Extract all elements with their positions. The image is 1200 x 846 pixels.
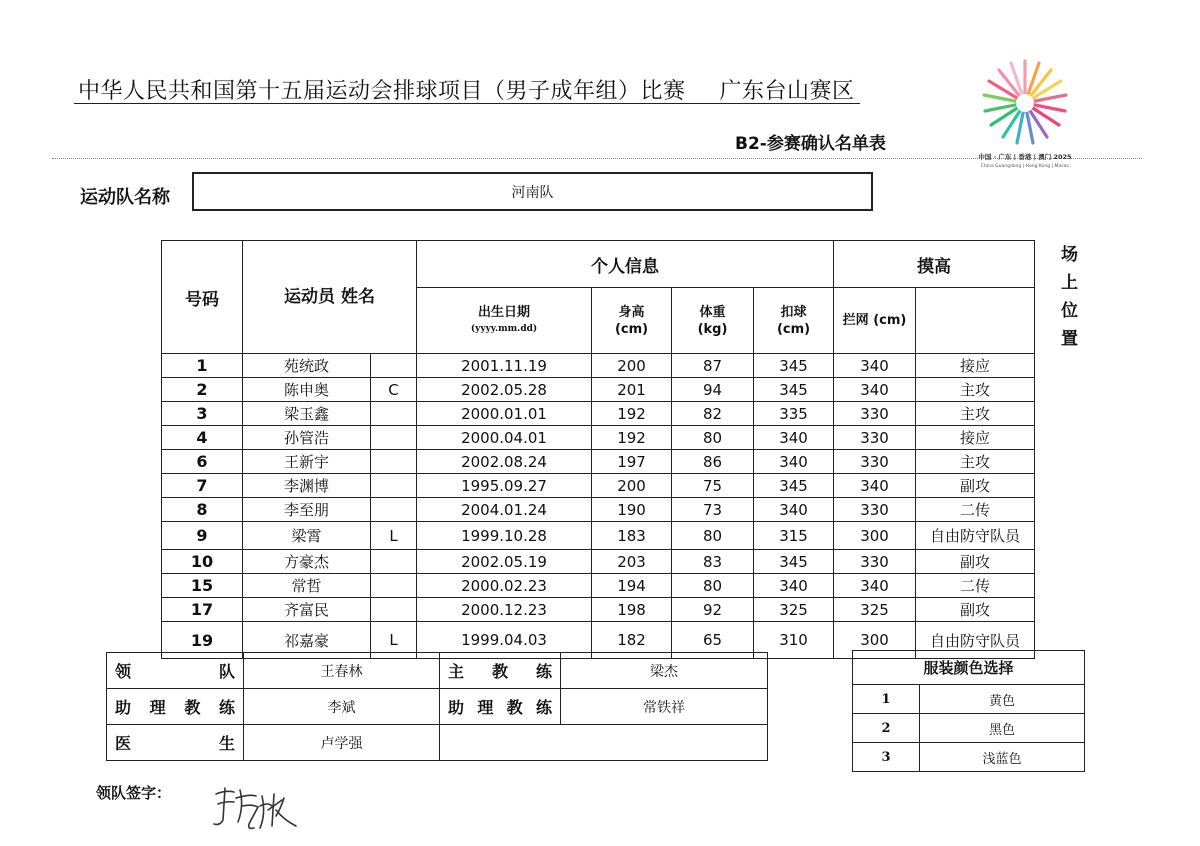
- player-name: 王新宇: [243, 450, 371, 474]
- player-birth-date: 2000.01.01: [417, 402, 592, 426]
- player-spike-reach: 340: [754, 450, 834, 474]
- player-mark: [371, 474, 417, 498]
- roster-row: [162, 574, 1035, 598]
- header-spike: 扣球 (cm): [754, 288, 834, 354]
- player-height: 200: [592, 354, 672, 378]
- player-mark: [371, 598, 417, 622]
- assistant-coach-value: 李斌: [244, 689, 440, 725]
- player-mark: [371, 402, 417, 426]
- player-mark: [371, 550, 417, 574]
- player-name: 李渊博: [243, 474, 371, 498]
- head-coach-label: 主教练: [440, 653, 561, 689]
- uniform-color-row: [853, 685, 1085, 714]
- team-name-label: 运动队名称: [80, 187, 170, 208]
- player-height: 194: [592, 574, 672, 598]
- page-title: [78, 74, 855, 105]
- player-number: 6: [162, 450, 243, 474]
- header-personal-info: 个人信息: [417, 241, 834, 288]
- player-block-reach: 330: [834, 402, 916, 426]
- player-height: 201: [592, 378, 672, 402]
- player-mark: L: [371, 622, 417, 659]
- head-coach-value: 梁杰: [561, 653, 768, 689]
- player-spike-reach: 345: [754, 378, 834, 402]
- player-birth-date: 1999.04.03: [417, 622, 592, 659]
- player-name: 方豪杰: [243, 550, 371, 574]
- player-number: 19: [162, 622, 243, 659]
- player-position: 副攻: [916, 474, 1035, 498]
- player-position: 接应: [916, 354, 1035, 378]
- uniform-color-row: [853, 743, 1085, 772]
- player-birth-date: 2000.12.23: [417, 598, 592, 622]
- roster-row: [162, 426, 1035, 450]
- player-mark: [371, 498, 417, 522]
- player-height: 190: [592, 498, 672, 522]
- player-birth-date: 2002.08.24: [417, 450, 592, 474]
- player-block-reach: 340: [834, 574, 916, 598]
- player-block-reach: 325: [834, 598, 916, 622]
- header-athlete-name: 运动员 姓名: [243, 241, 417, 354]
- player-number: 4: [162, 426, 243, 450]
- player-mark: [371, 354, 417, 378]
- player-height: 197: [592, 450, 672, 474]
- player-mark: C: [371, 378, 417, 402]
- player-spike-reach: 325: [754, 598, 834, 622]
- player-block-reach: 330: [834, 450, 916, 474]
- team-name-field: [192, 172, 873, 211]
- player-height: 182: [592, 622, 672, 659]
- player-spike-reach: 345: [754, 354, 834, 378]
- header-number: 号码: [162, 241, 243, 354]
- assistant-coach-label: 助理教练: [107, 689, 244, 725]
- player-height: 183: [592, 522, 672, 550]
- roster-header-row-1: 号码 运动员 姓名 个人信息 摸高 场上位置: [162, 241, 1035, 288]
- player-name: 梁玉鑫: [243, 402, 371, 426]
- player-position: 自由防守队员: [916, 622, 1035, 659]
- player-weight: 80: [672, 574, 754, 598]
- player-block-reach: 340: [834, 474, 916, 498]
- player-position: 二传: [916, 498, 1035, 522]
- player-height: 192: [592, 426, 672, 450]
- roster-row: [162, 450, 1035, 474]
- roster-row: [162, 598, 1035, 622]
- header-height: 身高 (cm): [592, 288, 672, 354]
- player-height: 198: [592, 598, 672, 622]
- player-height: 203: [592, 550, 672, 574]
- empty-cell: [440, 725, 768, 761]
- leader-label: 领队: [107, 653, 244, 689]
- form-code: B2-参赛确认名单表: [735, 134, 886, 154]
- uniform-color-row: [853, 714, 1085, 743]
- player-name: 齐富民: [243, 598, 371, 622]
- player-name: 苑统政: [243, 354, 371, 378]
- player-name: 李至朋: [243, 498, 371, 522]
- roster-row: [162, 522, 1035, 550]
- player-number: 17: [162, 598, 243, 622]
- player-mark: [371, 450, 417, 474]
- staff-table: [106, 652, 768, 761]
- player-number: 10: [162, 550, 243, 574]
- roster-row: [162, 402, 1035, 426]
- player-position: 主攻: [916, 378, 1035, 402]
- signature-label: 领队签字：: [96, 784, 172, 802]
- uniform-color-index: 3: [853, 743, 920, 772]
- player-spike-reach: 345: [754, 550, 834, 574]
- player-name: 陈申奥: [243, 378, 371, 402]
- player-mark: L: [371, 522, 417, 550]
- player-block-reach: 300: [834, 622, 916, 659]
- assistant-coach-2-label: 助理教练: [440, 689, 561, 725]
- doctor-value: 卢学强: [244, 725, 440, 761]
- player-mark: [371, 426, 417, 450]
- player-name: 祁嘉豪: [243, 622, 371, 659]
- player-weight: 80: [672, 522, 754, 550]
- player-number: 2: [162, 378, 243, 402]
- player-block-reach: 330: [834, 426, 916, 450]
- player-position: 接应: [916, 426, 1035, 450]
- player-number: 15: [162, 574, 243, 598]
- player-spike-reach: 310: [754, 622, 834, 659]
- player-birth-date: 2001.11.19: [417, 354, 592, 378]
- player-mark: [371, 574, 417, 598]
- svg-text:中国 · 广东 | 香港 | 澳门 2025: 中国 · 广东 | 香港 | 澳门 2025: [978, 153, 1072, 161]
- player-number: 8: [162, 498, 243, 522]
- roster-body: [162, 354, 1035, 659]
- player-weight: 92: [672, 598, 754, 622]
- staff-row: [107, 689, 768, 725]
- roster-row: [162, 498, 1035, 522]
- player-weight: 87: [672, 354, 754, 378]
- player-birth-date: 2004.01.24: [417, 498, 592, 522]
- event-title: 中华人民共和国第十五届运动会排球项目（男子成年组）比赛: [78, 79, 686, 104]
- player-number: 7: [162, 474, 243, 498]
- svg-text:China Guangdong | Hong Kong |: China Guangdong | Hong Kong | Macao: [980, 164, 1070, 169]
- player-weight: 94: [672, 378, 754, 402]
- uniform-color-index: 2: [853, 714, 920, 743]
- player-weight: 86: [672, 450, 754, 474]
- uniform-color-value: 黑色: [920, 714, 1085, 743]
- player-spike-reach: 340: [754, 426, 834, 450]
- staff-row: [107, 725, 768, 761]
- uniform-color-index: 1: [853, 685, 920, 714]
- player-weight: 82: [672, 402, 754, 426]
- uniform-color-value: 浅蓝色: [920, 743, 1085, 772]
- team-name-value: 河南队: [511, 184, 554, 201]
- player-position: 副攻: [916, 550, 1035, 574]
- leader-value: 王春林: [244, 653, 440, 689]
- player-birth-date: 2002.05.28: [417, 378, 592, 402]
- doctor-label: 医生: [107, 725, 244, 761]
- player-number: 1: [162, 354, 243, 378]
- player-birth-date: 2000.02.23: [417, 574, 592, 598]
- player-name: 梁霄: [243, 522, 371, 550]
- uniform-color-title: 服装颜色选择: [853, 651, 1085, 685]
- player-birth-date: 1995.09.27: [417, 474, 592, 498]
- player-position: 主攻: [916, 450, 1035, 474]
- player-block-reach: 330: [834, 550, 916, 574]
- roster-table: [161, 240, 1079, 659]
- player-block-reach: 300: [834, 522, 916, 550]
- title-underline: [74, 103, 860, 104]
- roster-row: [162, 474, 1035, 498]
- player-weight: 83: [672, 550, 754, 574]
- player-name: 孙管浩: [243, 426, 371, 450]
- player-height: 200: [592, 474, 672, 498]
- player-spike-reach: 340: [754, 498, 834, 522]
- player-weight: 80: [672, 426, 754, 450]
- player-block-reach: 340: [834, 354, 916, 378]
- uniform-color-table: [852, 650, 1085, 772]
- player-weight: 65: [672, 622, 754, 659]
- player-position: 二传: [916, 574, 1035, 598]
- player-position: 自由防守队员: [916, 522, 1035, 550]
- player-weight: 75: [672, 474, 754, 498]
- player-spike-reach: 315: [754, 522, 834, 550]
- player-spike-reach: 335: [754, 402, 834, 426]
- player-position: 主攻: [916, 402, 1035, 426]
- handwritten-signature: [210, 776, 320, 836]
- header-block: 拦网 (cm): [834, 288, 916, 354]
- player-spike-reach: 345: [754, 474, 834, 498]
- header-birth: 出生日期 (yyyy.mm.dd): [417, 288, 592, 354]
- roster-row: [162, 354, 1035, 378]
- uniform-color-value: 黄色: [920, 685, 1085, 714]
- header-reach: 摸高: [834, 241, 1035, 288]
- player-birth-date: 2000.04.01: [417, 426, 592, 450]
- player-weight: 73: [672, 498, 754, 522]
- games-logo-icon: [970, 55, 1080, 170]
- player-height: 192: [592, 402, 672, 426]
- uniform-color-body: [853, 685, 1085, 772]
- player-block-reach: 330: [834, 498, 916, 522]
- header-weight: 体重 (kg): [672, 288, 754, 354]
- division-title: 广东台山赛区: [719, 79, 855, 104]
- roster-row: [162, 378, 1035, 402]
- player-number: 3: [162, 402, 243, 426]
- player-number: 9: [162, 522, 243, 550]
- player-block-reach: 340: [834, 378, 916, 402]
- roster-row: [162, 550, 1035, 574]
- assistant-coach-2-value: 常铁祥: [561, 689, 768, 725]
- player-birth-date: 2002.05.19: [417, 550, 592, 574]
- staff-row: [107, 653, 768, 689]
- player-spike-reach: 340: [754, 574, 834, 598]
- player-name: 常哲: [243, 574, 371, 598]
- player-birth-date: 1999.10.28: [417, 522, 592, 550]
- player-position: 副攻: [916, 598, 1035, 622]
